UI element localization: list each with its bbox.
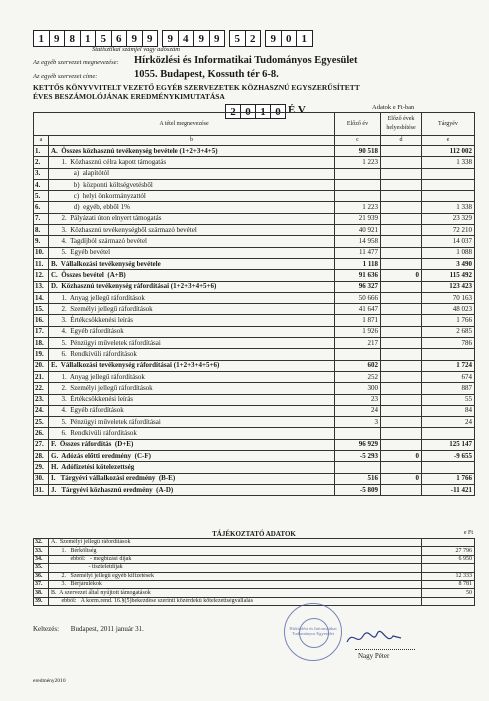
id-digit-box: 9 (142, 30, 159, 47)
table-row (34, 146, 475, 157)
row-prev-year: 50 666 (335, 292, 381, 303)
col-header-item: A tétel megnevezése (34, 113, 335, 136)
row-prev-year: 41 647 (335, 304, 381, 315)
form-id: eredmény2010 (33, 678, 66, 684)
row-current-year (422, 349, 475, 360)
info-row (34, 589, 475, 597)
col-header-correction: Előző évek helyesbítése (381, 113, 422, 136)
org-address: 1055. Budapest, Kossuth tér 6-8. (134, 69, 279, 80)
table-row (34, 462, 475, 473)
row-label: C. Összes bevétel (A+B) (49, 270, 335, 281)
row-label: 2. Pályázati úton elnyert támogatás (49, 213, 335, 224)
table-row (34, 270, 475, 281)
row-label: 2. Személyi jellegű ráfordítások (49, 304, 335, 315)
row-prev-year: 602 (335, 360, 381, 371)
info-row-label: 2. Személyi jellegű egyéb kifizetések (49, 572, 422, 580)
row-label: d) egyéb, ebből 1% (49, 202, 335, 213)
row-label: B. Vállalkozási tevékenység bevétele (49, 258, 335, 269)
row-prev-year: 1 926 (335, 326, 381, 337)
id-digit-box: 9 (126, 30, 143, 47)
row-number: 25. (34, 417, 49, 428)
table-row (34, 405, 475, 416)
row-correction (381, 315, 422, 326)
id-digit-box: 9 (49, 30, 66, 47)
row-correction (381, 462, 422, 473)
row-label: 6. Rendkívüli ráfordítások (49, 428, 335, 439)
info-row-value: 12 333 (422, 572, 475, 580)
table-row (34, 315, 475, 326)
table-row (34, 383, 475, 394)
id-digit-box: 8 (64, 30, 81, 47)
row-current-year: 123 423 (422, 281, 475, 292)
info-row-label: ebből: - megbízási díjak (49, 555, 422, 563)
date-line (33, 625, 144, 633)
table-row (34, 247, 475, 258)
row-prev-year (335, 349, 381, 360)
table-row (34, 191, 475, 202)
row-label: J. Tárgyévi közhasznú eredmény (A-D) (49, 484, 335, 495)
table-header-row (34, 113, 475, 136)
id-digit-box: 9 (265, 30, 282, 47)
row-correction (381, 383, 422, 394)
table-row (34, 281, 475, 292)
row-prev-year: 252 (335, 371, 381, 382)
row-prev-year: 11 477 (335, 247, 381, 258)
row-number: 24. (34, 405, 49, 416)
row-label: D. Közhasznú tevékenység ráfordításai (1+2+3+4+5+6) (49, 281, 335, 292)
row-label: G. Adózás előtti eredmény (C-F) (49, 451, 335, 462)
row-number: 12. (34, 270, 49, 281)
statistical-id-boxes (33, 30, 312, 47)
info-row-value: 8 781 (422, 580, 475, 588)
row-label: 5. Egyéb bevétel (49, 247, 335, 258)
row-label: 4. Egyéb ráfordítások (49, 405, 335, 416)
row-number: 3. (34, 168, 49, 179)
row-correction (381, 371, 422, 382)
row-current-year: 674 (422, 371, 475, 382)
year-digit-box: 0 (270, 104, 286, 119)
info-row-label: 3. Bérjárulékok (49, 580, 422, 588)
row-label: 4. Tagdíjból származó bevétel (49, 236, 335, 247)
row-number: 15. (34, 304, 49, 315)
table-row (34, 371, 475, 382)
row-prev-year: 96 327 (335, 281, 381, 292)
id-digit-box: 5 (229, 30, 246, 47)
row-number: 17. (34, 326, 49, 337)
row-correction: 0 (381, 451, 422, 462)
table-row (34, 179, 475, 190)
table-row (34, 439, 475, 450)
id-digit-box: 4 (178, 30, 195, 47)
table-row (34, 236, 475, 247)
table-letters-row (34, 136, 475, 146)
info-row (34, 580, 475, 588)
row-number: 16. (34, 315, 49, 326)
row-prev-year: 96 929 (335, 439, 381, 450)
row-correction (381, 281, 422, 292)
row-correction (381, 247, 422, 258)
row-number: 7. (34, 213, 49, 224)
row-correction (381, 394, 422, 405)
row-number: 26. (34, 428, 49, 439)
info-row-number: 34. (34, 555, 49, 563)
col-letter-d: d (381, 136, 422, 146)
info-section-title (33, 530, 475, 538)
row-number: 20. (34, 360, 49, 371)
unit-label: Adatok e Ft-ban (372, 104, 415, 111)
row-current-year (422, 462, 475, 473)
col-letter-c: c (335, 136, 381, 146)
info-row-number: 32. (34, 539, 49, 547)
row-prev-year: 14 958 (335, 236, 381, 247)
table-row (34, 157, 475, 168)
table-row (34, 451, 475, 462)
org-name-label: Az egyéb szervezet megnevezése: (33, 59, 119, 66)
info-row-label: B. A szervezet által nyújtott támogatások (49, 589, 422, 597)
info-row-number: 35. (34, 564, 49, 572)
row-correction (381, 168, 422, 179)
stamp-text: Hírközlési és Informatikai Tudományos Egyesület (289, 626, 337, 636)
info-row (34, 572, 475, 580)
row-correction (381, 146, 422, 157)
table-row (34, 213, 475, 224)
row-label: E. Vállalkozási tevékenység ráfordításai (1+2+3+4+5+6) (49, 360, 335, 371)
row-prev-year: 21 939 (335, 213, 381, 224)
official-stamp (284, 603, 342, 661)
table-row (34, 473, 475, 484)
table-row (34, 326, 475, 337)
row-label: A. Összes közhasznú tevékenység bevétele (1+2+3+4+5) (49, 146, 335, 157)
info-row-label: 1. Bérköltség (49, 547, 422, 555)
row-number: 10. (34, 247, 49, 258)
col-letter-e: e (422, 136, 475, 146)
row-label: 5. Pénzügyi műveletek ráfordításai (49, 338, 335, 349)
row-number: 22. (34, 383, 49, 394)
row-current-year: 1 766 (422, 473, 475, 484)
id-digit-box: 1 (80, 30, 97, 47)
row-current-year: 55 (422, 394, 475, 405)
col-header-current-year: Tárgyév (422, 113, 475, 136)
row-prev-year (335, 179, 381, 190)
row-correction (381, 157, 422, 168)
table-row (34, 338, 475, 349)
row-prev-year: 91 636 (335, 270, 381, 281)
row-number: 27. (34, 439, 49, 450)
row-current-year: 70 163 (422, 292, 475, 303)
info-row (34, 564, 475, 572)
row-number: 21. (34, 371, 49, 382)
row-prev-year: 3 (335, 417, 381, 428)
info-row-label: A. Személyi jellegű ráfordítások (49, 539, 422, 547)
income-statement-table (33, 112, 475, 496)
row-correction (381, 202, 422, 213)
row-label: 3. Közhasznú tevékenységből származó bevétel (49, 225, 335, 236)
table-row (34, 168, 475, 179)
row-current-year (422, 168, 475, 179)
row-correction (381, 439, 422, 450)
info-row (34, 547, 475, 555)
row-label: 6. Rendkívüli ráfordítások (49, 349, 335, 360)
row-number: 11. (34, 258, 49, 269)
row-label: H. Adófizetési kötelezettség (49, 462, 335, 473)
table-row (34, 258, 475, 269)
row-number: 4. (34, 179, 49, 190)
date-value: Budapest, 2011 január 31. (70, 625, 144, 633)
id-digit-box: 6 (111, 30, 128, 47)
row-number: 9. (34, 236, 49, 247)
info-row-number: 39. (34, 597, 49, 605)
row-prev-year (335, 191, 381, 202)
id-digit-box: 9 (209, 30, 226, 47)
row-number: 1. (34, 146, 49, 157)
row-current-year: -9 655 (422, 451, 475, 462)
row-label: I. Tárgyévi vállalkozási eredmény (B-E) (49, 473, 335, 484)
info-row (34, 555, 475, 563)
row-prev-year: 1 118 (335, 258, 381, 269)
row-label: 5. Pénzügyi műveletek ráfordításai (49, 417, 335, 428)
row-prev-year (335, 428, 381, 439)
row-label: 1. Anyag jellegű ráfordítások (49, 292, 335, 303)
row-prev-year: 90 518 (335, 146, 381, 157)
row-current-year: 125 147 (422, 439, 475, 450)
signature-line (355, 649, 415, 650)
row-correction: 0 (381, 473, 422, 484)
signature-scribble (345, 628, 405, 648)
row-correction (381, 258, 422, 269)
row-current-year: 887 (422, 383, 475, 394)
id-digit-box: 1 (33, 30, 50, 47)
report-title-line1: KETTŐS KÖNYVVITELT VEZETŐ EGYÉB SZERVEZETEK KÖZHASZNÚ EGYSZERŰSÍTETT (33, 83, 360, 92)
row-current-year: 2 685 (422, 326, 475, 337)
row-current-year: 84 (422, 405, 475, 416)
row-label: 3. Értékcsökkenési leírás (49, 394, 335, 405)
report-title-line2: ÉVES BESZÁMOLÓJÁNAK EREDMÉNYKIMUTATÁSA (33, 92, 225, 101)
info-row-label: - tiszteletdíjak (49, 564, 422, 572)
col-letter-a: a (34, 136, 49, 146)
row-current-year: 115 492 (422, 270, 475, 281)
row-current-year: 1 766 (422, 315, 475, 326)
table-row (34, 484, 475, 495)
row-prev-year: 1 871 (335, 315, 381, 326)
row-label: 1. Közhasznú célra kapott támogatás (49, 157, 335, 168)
id-digit-box: 5 (95, 30, 112, 47)
info-row-value: 50 (422, 589, 475, 597)
row-number: 5. (34, 191, 49, 202)
row-prev-year: 516 (335, 473, 381, 484)
table-row (34, 304, 475, 315)
info-title: TÁJÉKOZTATÓ ADATOK (212, 530, 296, 538)
row-number: 13. (34, 281, 49, 292)
table-row (34, 292, 475, 303)
row-correction (381, 236, 422, 247)
row-number: 29. (34, 462, 49, 473)
row-prev-year (335, 462, 381, 473)
row-correction (381, 417, 422, 428)
row-correction: 0 (381, 270, 422, 281)
table-row (34, 225, 475, 236)
row-correction (381, 326, 422, 337)
col-header-prev-year: Előző év (335, 113, 381, 136)
row-label: 2. Személyi jellegű ráfordítások (49, 383, 335, 394)
row-correction (381, 360, 422, 371)
table-row (34, 428, 475, 439)
info-row-number: 38. (34, 589, 49, 597)
row-label: 4. Egyéb ráfordítások (49, 326, 335, 337)
table-row (34, 417, 475, 428)
info-row-number: 36. (34, 572, 49, 580)
row-number: 6. (34, 202, 49, 213)
info-row-number: 33. (34, 547, 49, 555)
year-suffix: É V (288, 104, 306, 116)
row-current-year: 786 (422, 338, 475, 349)
row-number: 23. (34, 394, 49, 405)
row-prev-year: 217 (335, 338, 381, 349)
info-row-value (422, 539, 475, 547)
row-label: 3. Értékcsökkenési leírás (49, 315, 335, 326)
row-prev-year: 23 (335, 394, 381, 405)
info-row-number: 37. (34, 580, 49, 588)
info-table (33, 538, 475, 606)
row-number: 14. (34, 292, 49, 303)
row-correction (381, 292, 422, 303)
row-current-year: 1 338 (422, 157, 475, 168)
id-caption: Statisztikai számjel vagy adószám (92, 46, 180, 53)
table-row (34, 202, 475, 213)
org-address-label: Az egyéb szervezet címe: (33, 73, 98, 80)
info-row (34, 597, 475, 605)
id-digit-box: 1 (296, 30, 313, 47)
row-correction (381, 405, 422, 416)
row-number: 31. (34, 484, 49, 495)
row-number: 18. (34, 338, 49, 349)
row-number: 2. (34, 157, 49, 168)
id-digit-box: 9 (162, 30, 179, 47)
row-prev-year: 40 921 (335, 225, 381, 236)
row-label: c) helyi önkormányzattól (49, 191, 335, 202)
row-number: 8. (34, 225, 49, 236)
row-current-year: 48 023 (422, 304, 475, 315)
row-prev-year: 24 (335, 405, 381, 416)
year-digit-box: 0 (240, 104, 256, 119)
row-number: 30. (34, 473, 49, 484)
date-label: Keltezés: (33, 625, 60, 633)
row-correction (381, 304, 422, 315)
row-prev-year: -5 809 (335, 484, 381, 495)
info-row-value (422, 597, 475, 605)
table-row (34, 394, 475, 405)
row-current-year: 1 724 (422, 360, 475, 371)
row-prev-year (335, 168, 381, 179)
info-row-value: 6 950 (422, 555, 475, 563)
row-label: 1. Anyag jellegű ráfordítások (49, 371, 335, 382)
id-digit-box: 0 (281, 30, 298, 47)
row-current-year (422, 191, 475, 202)
row-number: 19. (34, 349, 49, 360)
row-current-year (422, 428, 475, 439)
row-correction (381, 428, 422, 439)
info-unit: e Ft (463, 530, 473, 536)
row-correction (381, 225, 422, 236)
row-current-year: -11 421 (422, 484, 475, 495)
info-row-value (422, 564, 475, 572)
info-row-value: 27 796 (422, 547, 475, 555)
row-current-year: 24 (422, 417, 475, 428)
row-current-year: 23 329 (422, 213, 475, 224)
row-current-year: 14 037 (422, 236, 475, 247)
row-correction (381, 349, 422, 360)
org-name: Hírközlési és Informatikai Tudományos Egyesület (134, 55, 358, 66)
row-correction (381, 191, 422, 202)
row-correction (381, 179, 422, 190)
id-digit-box: 2 (245, 30, 262, 47)
info-row (34, 539, 475, 547)
info-row-label: ebből: A korm.rend. 16.§(5)bekezdése szerinti közérdekű kötelezettségvállalás (49, 597, 422, 605)
table-row (34, 360, 475, 371)
row-number: 28. (34, 451, 49, 462)
row-label: F. Összes ráfordítás (D+E) (49, 439, 335, 450)
row-current-year: 1 088 (422, 247, 475, 258)
id-digit-box: 9 (193, 30, 210, 47)
table-row (34, 349, 475, 360)
row-prev-year: -5 293 (335, 451, 381, 462)
row-correction (381, 484, 422, 495)
year-digit-box: 2 (225, 104, 241, 119)
row-label: a) alapítótól (49, 168, 335, 179)
row-correction (381, 338, 422, 349)
col-letter-b: b (49, 136, 335, 146)
row-current-year: 3 490 (422, 258, 475, 269)
row-current-year: 112 002 (422, 146, 475, 157)
row-current-year: 1 338 (422, 202, 475, 213)
row-current-year: 72 210 (422, 225, 475, 236)
row-label: b) központi költségvetésből (49, 179, 335, 190)
row-current-year (422, 179, 475, 190)
row-prev-year: 1 223 (335, 157, 381, 168)
year-digit-box: 1 (255, 104, 271, 119)
row-prev-year: 300 (335, 383, 381, 394)
row-correction (381, 213, 422, 224)
signer-name: Nagy Péter (358, 652, 390, 660)
row-prev-year: 1 223 (335, 202, 381, 213)
